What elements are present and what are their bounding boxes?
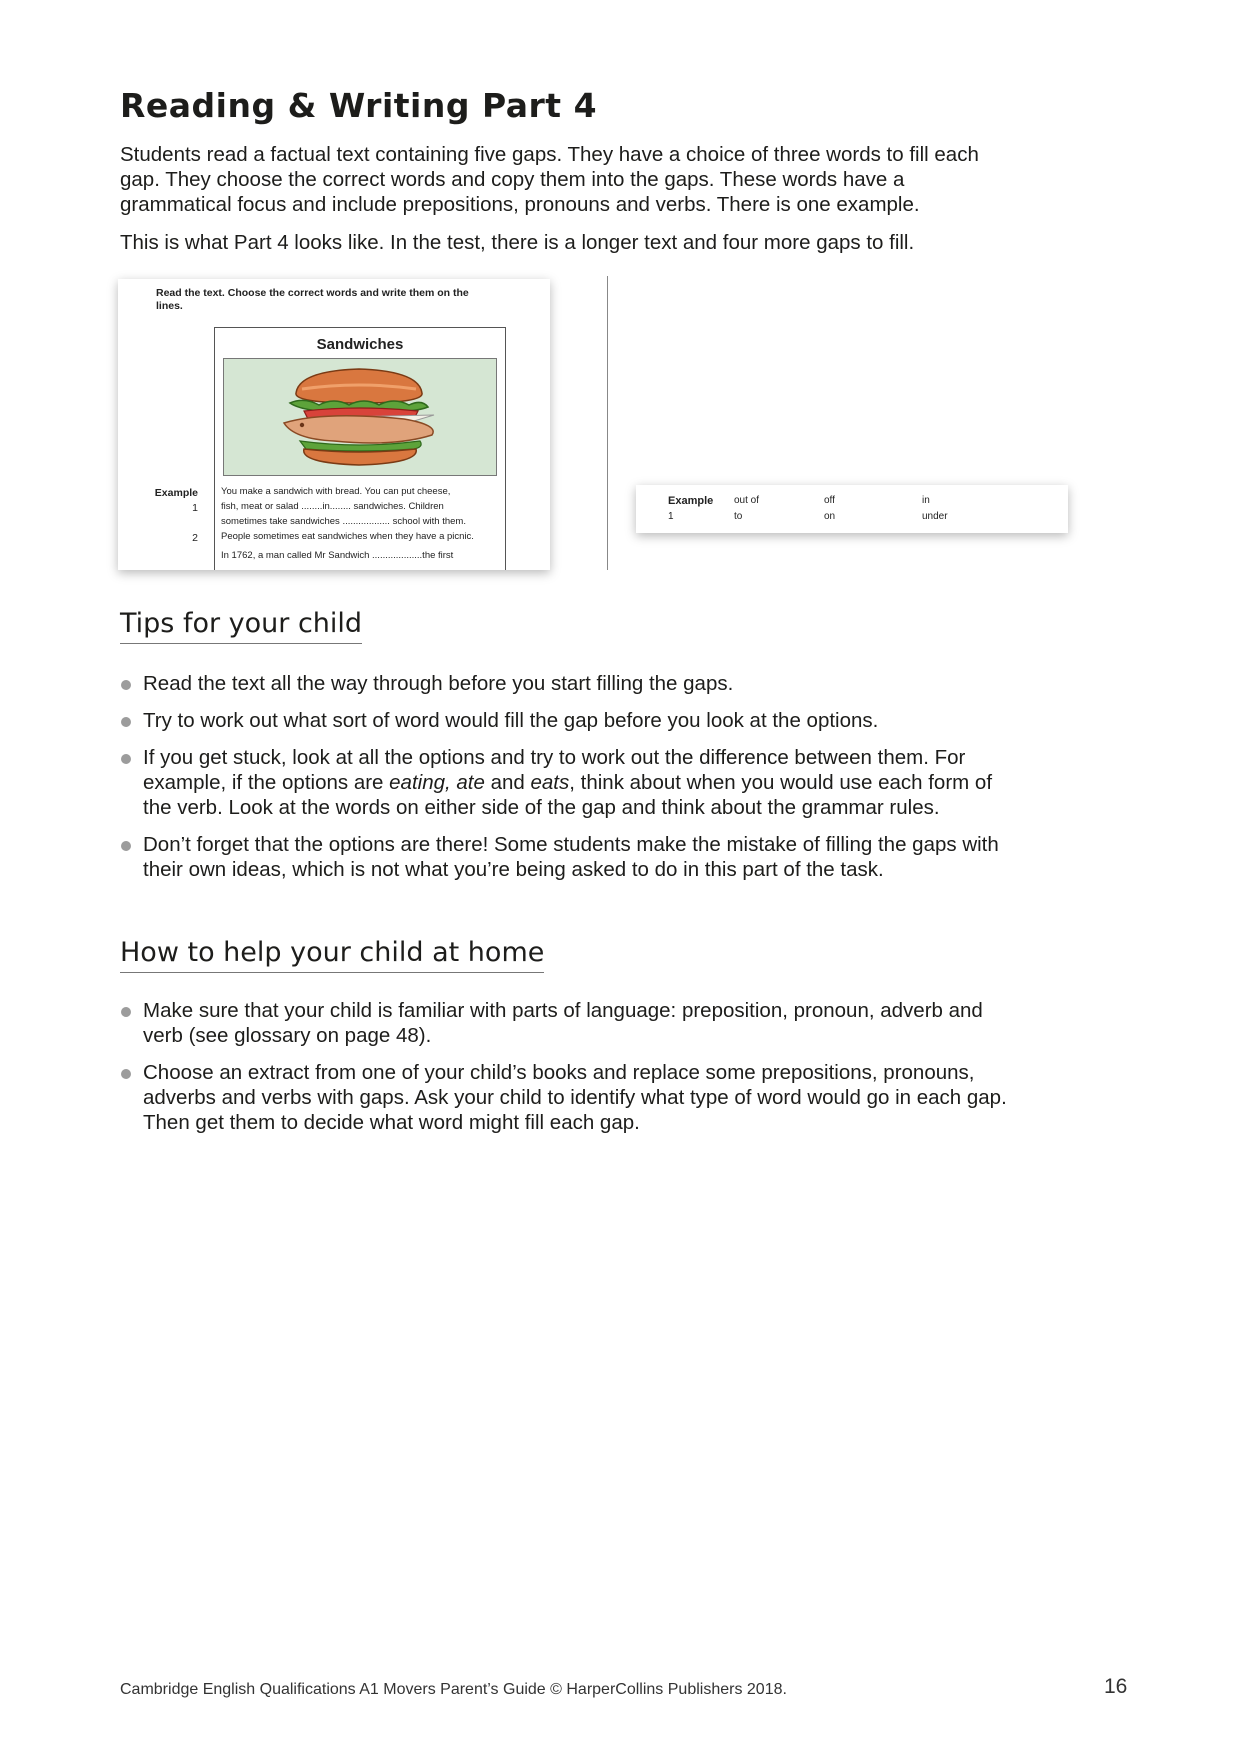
excerpt-line: People sometimes eat sandwiches when they have a picnic. — [221, 531, 474, 542]
tip-text: Read the text all the way through before you start filling the gaps. — [143, 672, 734, 695]
option: on — [824, 511, 836, 522]
sandwich-illustration — [223, 358, 497, 476]
tips-list — [120, 671, 1020, 894]
tips-heading: Tips for your child — [120, 608, 362, 644]
intro-paragraph: Students read a factual text containing five gaps. They have a choice of three words to fill each gap. They choose the correct words and copy them into the gaps. These words have a grammatical focus and include prepositions, pronouns and verbs. There is one example. — [120, 143, 979, 216]
tip-text: Don’t forget that the options are there! Some students make the mistake of filling the gaps with their own ideas, which is not what you’re being asked to do in this part of the task. — [143, 833, 999, 881]
tip-text: Try to work out what sort of word would fill the gap before you look at the options. — [143, 709, 879, 732]
tip-text: If you get stuck, look at all the options and try to work out the difference between them. For example, if the options are — [143, 746, 966, 794]
tip-emphasis: eats — [530, 771, 570, 794]
page-number: 16 — [1104, 1675, 1128, 1698]
option: under — [922, 511, 948, 522]
bullet-icon — [121, 1069, 131, 1079]
options-strip — [636, 485, 1068, 533]
list-item — [120, 671, 1020, 696]
tip-emphasis: eating, ate — [389, 771, 485, 794]
list-item — [120, 832, 1020, 882]
excerpt-text-box — [214, 327, 506, 570]
tip-text: , think about when you would use each form of the verb. Look at the words on either side of the gap and think about the grammar rules. — [143, 771, 993, 819]
list-item — [120, 708, 1020, 733]
test-excerpt-page — [118, 279, 550, 570]
option: off — [824, 495, 835, 506]
help-text: Choose an extract from one of your child’s books and replace some prepositions, pronouns, adverbs and verbs with gaps. Ask your child to identify what type of word would go in each gap. Then get them to decide what word might fill each gap. — [143, 1061, 1007, 1134]
sandwich-icon — [224, 359, 496, 475]
part-note-paragraph: This is what Part 4 looks like. In the test, there is a longer text and four more gaps to fill. — [120, 231, 915, 254]
options-item-label: 1 — [668, 511, 674, 522]
item-number-1: 1 — [192, 502, 198, 514]
bullet-icon — [121, 1007, 131, 1017]
option: out of — [734, 495, 760, 506]
excerpt-line: fish, meat or salad ........in........ sandwiches. Children — [221, 501, 444, 512]
excerpt-divider — [607, 276, 608, 570]
excerpt-line: In 1762, a man called Mr Sandwich ...................the first — [221, 550, 454, 561]
tip-text: and — [484, 771, 531, 794]
excerpt-box-title: Sandwiches — [316, 336, 404, 353]
example-label: Example — [154, 487, 198, 499]
options-example-label: Example — [668, 495, 714, 507]
bullet-icon — [121, 841, 131, 851]
list-item — [120, 1060, 1020, 1135]
page-title: Reading & Writing Part 4 — [120, 86, 598, 125]
excerpt-line: sometimes take sandwiches .................. school with them. — [221, 516, 466, 527]
bullet-icon — [121, 754, 131, 764]
excerpt-instruction: Read the text. Choose the correct words and write them on the lines. — [156, 287, 469, 312]
excerpt-line: You make a sandwich with bread. You can put cheese, — [221, 486, 451, 497]
help-list — [120, 998, 1020, 1147]
bullet-icon — [121, 680, 131, 690]
option: to — [734, 511, 743, 522]
footer-copyright: Cambridge English Qualifications A1 Movers Parent’s Guide © HarperCollins Publishers 2018. — [120, 1681, 787, 1698]
list-item — [120, 745, 1020, 820]
option: in — [922, 495, 930, 506]
list-item — [120, 998, 1020, 1048]
excerpt-passage — [221, 484, 503, 563]
item-number-2: 2 — [192, 532, 198, 544]
example-options-row — [668, 495, 1058, 509]
help-heading: How to help your child at home — [120, 937, 544, 973]
item1-options-row — [668, 511, 1058, 525]
help-text: Make sure that your child is familiar with parts of language: preposition, pronoun, adverb and verb (see glossary on page 48). — [143, 999, 983, 1047]
bullet-icon — [121, 717, 131, 727]
